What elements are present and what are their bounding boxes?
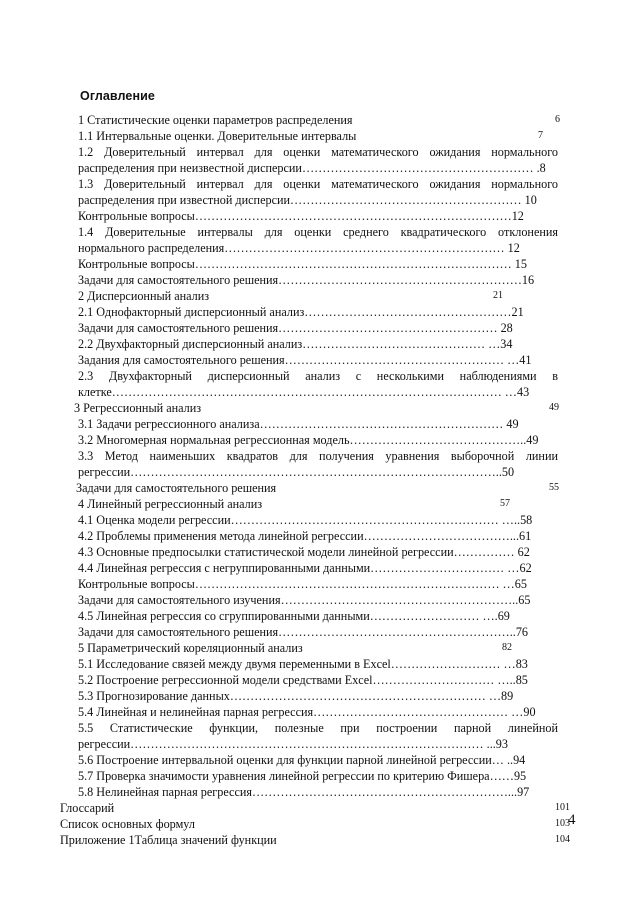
toc-entry: Приложение 1Таблица значений функции [60,833,277,847]
toc-entry: распределения при неизвестной дисперсии………………………………………………… .8 [78,161,546,175]
toc-entry: Задания для самостоятельного решения……………………………………………… …41 [78,353,532,367]
toc-entry: Контрольные вопросы……………………………………………………………………12 [78,209,524,223]
toc-entry: 5.3 Прогнозирование данных……………………………………………………… …89 [78,689,514,703]
toc-entry: клетке…………………………………………………………………………………… …43 [78,385,530,399]
toc-entry: 3 Регрессионный анализ [74,401,202,415]
toc-entry: 3.2 Многомерная нормальная регрессионная модель……………………………………..49 [78,433,539,447]
toc-entry: 4.2 Проблемы применения метода линейной регрессии………………………………...61 [78,529,532,543]
toc-entry: регрессии…………………………………………………………………………… ...93 [78,737,508,751]
toc-page-number: 21 [493,290,503,301]
toc-entry: 1.4 Доверительные интервалы для оценки среднего квадратического отклонения [78,225,558,239]
toc-entry: 3.3 Метод наименьших квадратов для получения уравнения выборочной линии [78,449,558,463]
toc-entry: 4.3 Основные предпосылки статистической модели линейной регрессии…………… 62 [78,545,530,559]
toc-entry: Задачи для самостоятельного изучения…………………………………………………..65 [78,593,531,607]
toc-entry: 5.8 Нелинейная парная регрессия………………………………………………………...97 [78,785,530,799]
toc-entry: 1.3 Доверительный интервал для оценки математического ожидания нормального [78,177,558,191]
toc-entry: 4.5 Линейная регрессия со сгруппированными данными……………………… ….69 [78,609,510,623]
toc-page-number: 57 [500,498,510,509]
toc-page-number: 101 [555,802,570,813]
toc-entry: 4 Линейный регрессионный анализ [78,497,263,511]
toc-entry: 2.3 Двухфакторный дисперсионный анализ с несколькими наблюдениями в [78,369,558,383]
toc-entry: 3.1 Задачи регрессионного анализа…………………………………………………… 49 [78,417,519,431]
toc-entry: Контрольные вопросы………………………………………………………………… …65 [78,577,527,591]
toc-entry: 5.5 Статистические функции, полезные при построении парной линейной [78,721,558,735]
toc-entry: 5.7 Проверка значимости уравнения линейной регрессии по критерию Фишера……95 [78,769,527,783]
toc-entry: Контрольные вопросы…………………………………………………………………… 15 [78,257,527,271]
toc-entry: распределения при известной дисперсии………………………………………………… 10 [78,193,537,207]
toc-page-number: 49 [549,402,559,413]
toc-entry: 1.1 Интервальные оценки. Доверительные интервалы [78,129,357,143]
toc-entry: 5.1 Исследование связей между двумя переменными в Excel……………………… …83 [78,657,528,671]
toc-page-number: 104 [555,834,570,845]
toc-entry: 4.4 Линейная регрессия с негруппированными данными…………………………… …62 [78,561,532,575]
toc-entry: 5.4 Линейная и нелинейная парная регрессия………………………………………… …90 [78,705,536,719]
page-title: Оглавление [80,89,155,103]
toc-entry: Задачи для самостоятельного решения……………………………………………………16 [78,273,535,287]
toc-entry: регрессии………………………………………………………………………………..50 [78,465,515,479]
toc-entry: 1 Статистические оценки параметров распределения [78,113,353,127]
toc-entry: 5.2 Построение регрессионной модели средствами Excel………………………… …..85 [78,673,528,687]
toc-entry: Задачи для самостоятельного решения [76,481,277,495]
toc-page-number: 6 [555,114,560,125]
toc-entry: Глоссарий [60,801,115,815]
toc-page-number: 7 [538,130,543,141]
toc-entry: 4.1 Оценка модели регрессии………………………………………………………… …..58 [78,513,533,527]
toc-page-number: 82 [502,642,512,653]
toc-entry: Список основных формул [60,817,195,831]
page-number: 4 [568,812,576,828]
toc-entry: 2 Дисперсионный анализ [78,289,210,303]
toc-entry: 2.2 Двухфакторный дисперсионный анализ……………………………………… …34 [78,337,513,351]
toc-entry: 1.2 Доверительный интервал для оценки математического ожидания нормального [78,145,558,159]
toc-page-number: 55 [549,482,559,493]
toc-entry: Задачи для самостоятельного решения…………………………………………………..76 [78,625,529,639]
toc-entry: 2.1 Однофакторный дисперсионный анализ……………………………………………21 [78,305,524,319]
toc-entry: 5 Параметрический кореляционный анализ [78,641,303,655]
toc-entry: нормального распределения…………………………………………………………… 12 [78,241,520,255]
toc-page-number: 103 [555,818,570,829]
toc-entry: Задачи для самостоятельного решения……………………………………………… 28 [78,321,513,335]
toc-entry: 5.6 Построение интервальной оценки для функции парной линейной регрессии… ..94 [78,753,526,767]
